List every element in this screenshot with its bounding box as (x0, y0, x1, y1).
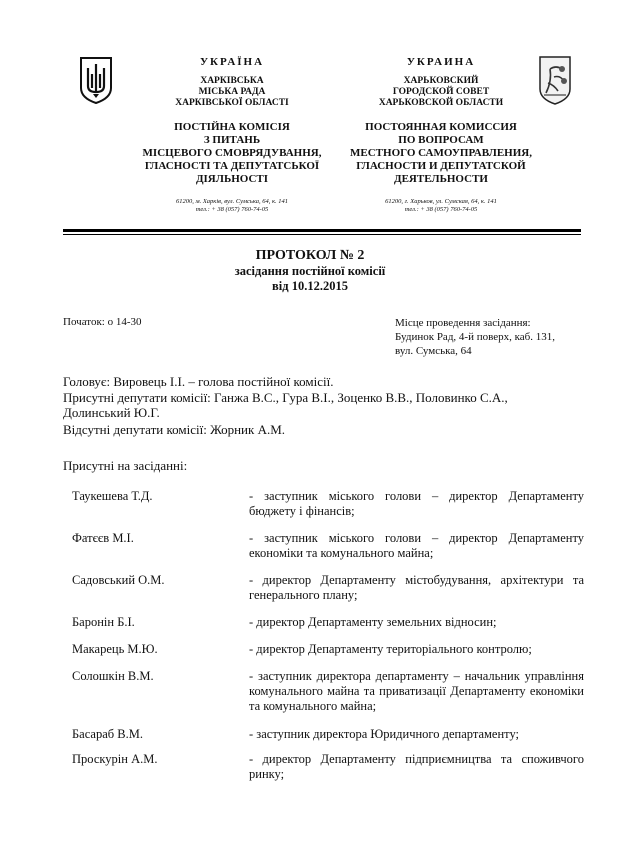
ukraine-coat-of-arms-icon (78, 56, 114, 104)
protocol-date: від 10.12.2015 (272, 279, 348, 293)
attendee-name: Баронін Б.І. (72, 615, 135, 629)
venue-label: Місце проведення засідання: (395, 317, 531, 329)
header-divider-thick (63, 229, 581, 232)
address-ru: 61200, г. Харьков, ул. Сумская, 64, к. 141 тел.: + 38 (057) 760-74-05 (385, 198, 497, 213)
chair-line: Головує: Вировець І.І. – голова постійної комісії. (63, 374, 334, 389)
address-uk: 61200, м. Харків, вул. Сумська, 64, к. 141 тел.: + 38 (057) 760-74-05 (175, 198, 289, 213)
attendee-role: - заступник директора департаменту – начальник управління комунального майна та приватизації Департаменту економіки та комунального майна; (249, 669, 584, 713)
present-label: Присутні на засіданні: (63, 458, 188, 473)
header-russian (336, 56, 546, 214)
attendee-role: - директор Департаменту підприємництва та споживчого ринку; (249, 752, 584, 781)
attendee-name: Проскурін А.М. (72, 752, 158, 766)
commission-name-ru: ПОСТОЯННАЯ КОМИССИЯ ПО ВОПРОСАМ МЕСТНОГО САМОУПРАВЛЕНИЯ, ГЛАСНОСТИ И ДЕПУТАТСКОЙ ДЕЯТЕЛЬНОСТИ (350, 121, 532, 185)
header-ukrainian (127, 56, 337, 214)
attendee-role: - директор Департаменту містобудування, архітектури та генерального плану; (249, 573, 584, 602)
header-divider-thin (63, 234, 581, 235)
country-name-uk: УКРАЇНА (199, 56, 265, 68)
attendee-role: - директор Департаменту територіального контролю; (249, 642, 532, 656)
attendee-name: Таукешева Т.Д. (72, 489, 153, 503)
attendee-name: Фатєєв М.І. (72, 531, 134, 545)
start-time: Початок: о 14-30 (63, 316, 142, 328)
attendee-name: Басараб В.М. (72, 727, 143, 741)
attendee-name: Солошкін В.М. (72, 669, 154, 683)
present-deputies: Присутні депутати комісії: Ганжа В.С., Гура В.І., Зоценко В.В., Половинко С.А., Долинський Ю.Г. (63, 390, 508, 420)
attendee-role: - заступник міського голови – директор Департаменту бюджету і фінансів; (249, 489, 584, 518)
country-name-ru: УКРАИНА (406, 56, 476, 68)
protocol-title-block (160, 247, 460, 294)
protocol-title: ПРОТОКОЛ № 2 (255, 248, 365, 263)
attendee-role: - директор Департаменту земельних відносин; (249, 615, 497, 629)
attendee-name: Макарець М.Ю. (72, 642, 158, 656)
venue-street: вул. Сумська, 64 (395, 345, 472, 357)
council-name-uk: ХАРКІВСЬКА МІСЬКА РАДА ХАРКІВСЬКОЇ ОБЛАСТІ (175, 76, 289, 108)
council-name-ru: ХАРЬКОВСКИЙ ГОРОДСКОЙ СОВЕТ ХАРЬКОВСКОЙ ОБЛАСТИ (378, 76, 504, 108)
absent-deputies: Відсутні депутати комісії: Жорник А.М. (63, 422, 286, 437)
attendee-role: - заступник міського голови – директор Департаменту економіки та комунального майна; (249, 531, 584, 560)
protocol-subtitle: засідання постійної комісії (234, 264, 386, 278)
attendee-name: Садовський О.М. (72, 573, 165, 587)
venue-block (395, 316, 595, 358)
commission-name-uk: ПОСТІЙНА КОМІСІЯ З ПИТАНЬ МІСЦЕВОГО СМОВРЯДУВАННЯ, ГЛАСНОСТІ ТА ДЕПУТАТСЬКОЇ ДІЯЛЬНОСТІ (142, 121, 322, 185)
attendee-role: - заступник директора Юридичного департаменту; (249, 727, 520, 741)
venue-address: Будинок Рад, 4-й поверх, каб. 131, (395, 331, 556, 343)
